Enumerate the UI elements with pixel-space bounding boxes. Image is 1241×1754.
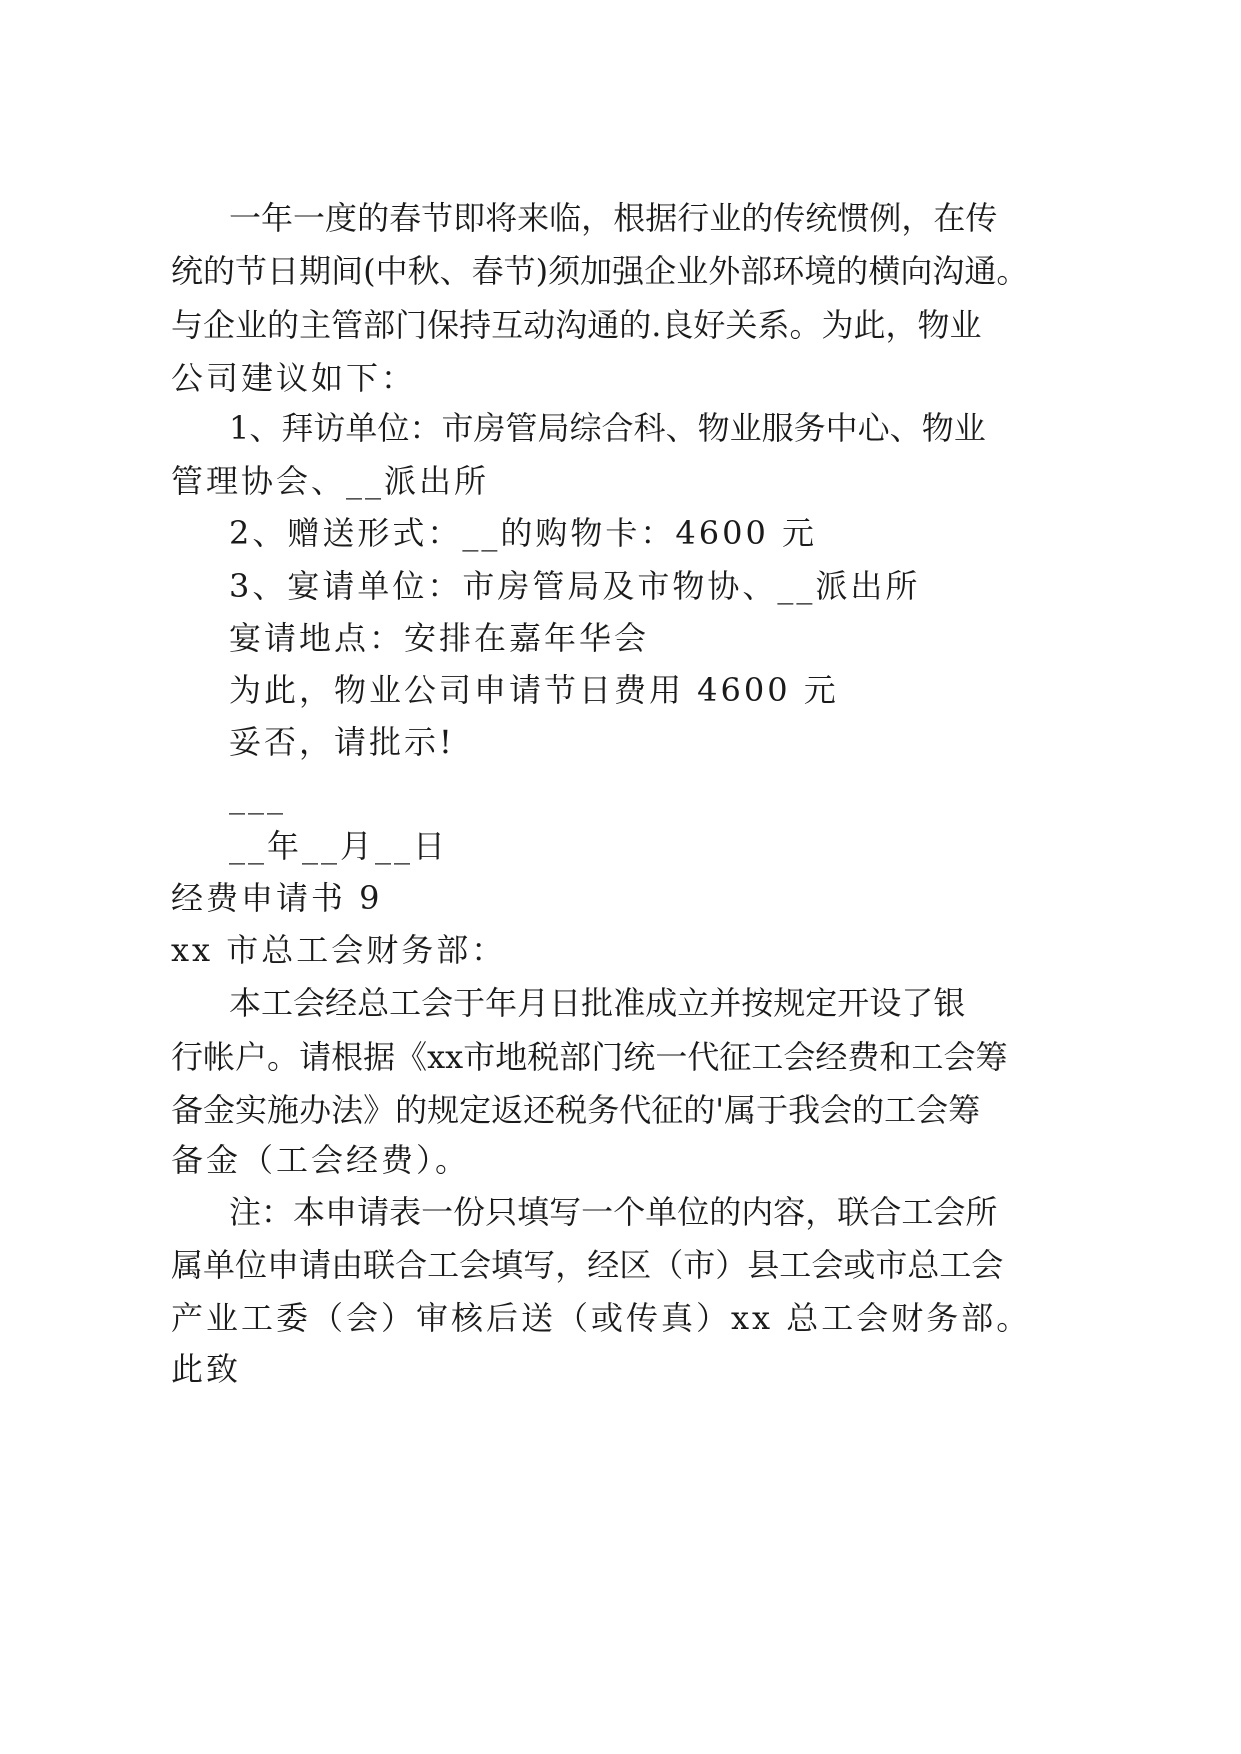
glyph: 例: [869, 199, 902, 237]
glyph: 持: [459, 306, 492, 344]
glyph: ）: [715, 1246, 748, 1284]
glyph: 年: [485, 984, 518, 1022]
glyph: 1: [229, 409, 250, 447]
glyph: 业: [949, 306, 982, 344]
glyph: 业: [676, 252, 709, 290]
glyph: 间: [331, 252, 364, 290]
glyph: 拜: [281, 409, 314, 447]
item1-line1: [229, 408, 986, 448]
glyph: 业: [953, 409, 986, 447]
glyph: 批: [581, 984, 614, 1022]
glyph: 保: [427, 306, 460, 344]
glyph: 部: [363, 306, 396, 344]
glyph: 企: [644, 252, 677, 290]
glyph: 于: [453, 984, 486, 1022]
glyph: 填: [491, 1246, 524, 1284]
glyph: （: [651, 1246, 684, 1284]
glyph: 的: [683, 1091, 716, 1129]
glyph: 心: [857, 409, 890, 447]
glyph: 春: [389, 199, 422, 237]
glyph: 区: [619, 1246, 652, 1284]
glyph: 位: [235, 1246, 268, 1284]
glyph: 所: [965, 1193, 998, 1231]
glyph: 请: [299, 1246, 332, 1284]
paragraph1-line4: 公司建议如下：: [171, 359, 417, 397]
glyph: 准: [613, 984, 646, 1022]
glyph: 会: [459, 1246, 492, 1284]
glyph: 工: [751, 1038, 784, 1076]
glyph: 秋: [407, 252, 440, 290]
glyph: 工: [901, 1193, 934, 1231]
glyph: 期: [299, 252, 332, 290]
glyph: 只: [485, 1193, 518, 1231]
glyph: 位: [377, 409, 410, 447]
glyph: 工: [911, 1038, 944, 1076]
glyph: 本: [229, 984, 262, 1022]
glyph: 办: [299, 1091, 332, 1129]
glyph: ，: [555, 1246, 588, 1284]
glyph: 一: [229, 199, 262, 237]
glyph: 动: [523, 306, 556, 344]
glyph: 会: [811, 1246, 844, 1284]
glyph: 须: [548, 252, 581, 290]
glyph: 备: [171, 1091, 204, 1129]
glyph: 筹: [975, 1038, 1008, 1076]
glyph: 总: [907, 1246, 940, 1284]
paragraph1-line1: [229, 198, 998, 238]
glyph: 征: [719, 1038, 752, 1076]
glyph: ：: [409, 409, 442, 447]
glyph: 节: [503, 252, 536, 290]
glyph: 写: [523, 1246, 556, 1284]
glyph: .: [651, 306, 662, 344]
glyph: 请: [299, 1038, 332, 1076]
glyph: 的: [709, 1193, 742, 1231]
glyph: 务: [587, 1091, 620, 1129]
glyph: 强: [612, 252, 645, 290]
glyph: 外: [708, 252, 741, 290]
glyph: 联: [363, 1246, 396, 1284]
glyph: 县: [747, 1246, 780, 1284]
glyph: 申: [325, 1193, 358, 1231]
glyph: 统: [805, 199, 838, 237]
glyph: 一: [581, 1193, 614, 1231]
glyph: 环: [772, 252, 805, 290]
glyph: 本: [293, 1193, 326, 1231]
glyph: 的: [203, 252, 236, 290]
glyph: ): [535, 252, 549, 290]
glyph: 节: [235, 252, 268, 290]
glyph: 在: [933, 199, 966, 237]
glyph: 会: [421, 984, 454, 1022]
glyph: 临: [549, 199, 582, 237]
glyph: 向: [900, 252, 933, 290]
glyph: 规: [427, 1091, 460, 1129]
glyph: 局: [537, 409, 570, 447]
glyph: 填: [517, 1193, 550, 1231]
glyph: 传: [965, 199, 998, 237]
glyph: 据: [645, 199, 678, 237]
closing: 此致: [171, 1350, 242, 1388]
glyph: 税: [555, 1091, 588, 1129]
glyph: 于: [756, 1091, 789, 1129]
glyph: 企: [203, 306, 236, 344]
glyph: 代: [687, 1038, 720, 1076]
glyph: 房: [473, 409, 506, 447]
glyph: 与: [171, 306, 204, 344]
paragraph1-line3: [171, 305, 982, 345]
glyph: 经: [325, 984, 358, 1022]
glyph: 业: [729, 409, 762, 447]
glyph: 。: [267, 1038, 300, 1076]
glyph: 的: [395, 1091, 428, 1129]
glyph: 的: [741, 199, 774, 237]
glyph: 业: [235, 306, 268, 344]
glyph: 》: [363, 1091, 396, 1129]
glyph: 税: [527, 1038, 560, 1076]
glyph: 属: [724, 1091, 757, 1129]
glyph: 月: [517, 984, 550, 1022]
venue: 宴请地点：安排在嘉年华会: [229, 619, 650, 657]
glyph: 中: [825, 409, 858, 447]
glyph: ': [715, 1091, 725, 1129]
paragraph1-line2: [171, 251, 1029, 291]
glyph: 门: [591, 1038, 624, 1076]
item1-line2: 管理协会、__派出所: [171, 462, 490, 500]
glyph: 成: [645, 984, 678, 1022]
glyph: 。: [996, 252, 1029, 290]
glyph: 科: [633, 409, 666, 447]
glyph: 帐: [203, 1038, 236, 1076]
glyph: 还: [523, 1091, 556, 1129]
glyph: 经: [587, 1246, 620, 1284]
glyph: 工: [427, 1246, 460, 1284]
glyph: 返: [491, 1091, 524, 1129]
glyph: 、: [249, 409, 282, 447]
glyph: 一: [655, 1038, 688, 1076]
glyph: 沟: [555, 306, 588, 344]
glyph: 、: [439, 252, 472, 290]
glyph: 地: [495, 1038, 528, 1076]
paragraph2-line3: [171, 1090, 981, 1130]
glyph: 我: [788, 1091, 821, 1129]
glyph: 属: [171, 1246, 204, 1284]
glyph: 的: [836, 252, 869, 290]
glyph: 通: [964, 252, 997, 290]
glyph: 并: [709, 984, 742, 1022]
glyph: ，: [581, 199, 614, 237]
glyph: 合: [869, 1193, 902, 1231]
glyph: 征: [651, 1091, 684, 1129]
glyph: 此: [853, 306, 886, 344]
glyph: 年: [261, 199, 294, 237]
glyph: 立: [677, 984, 710, 1022]
glyph: 个: [613, 1193, 646, 1231]
glyph: 按: [741, 984, 774, 1022]
glyph: 《: [395, 1038, 428, 1076]
date-line: __年__月__日: [229, 827, 449, 865]
glyph: 法: [331, 1091, 364, 1129]
glyph: 会: [820, 1091, 853, 1129]
glyph: 一: [293, 199, 326, 237]
glyph: 访: [313, 409, 346, 447]
glyph: 或: [843, 1246, 876, 1284]
glyph: 会: [971, 1246, 1004, 1284]
glyph: 和: [879, 1038, 912, 1076]
glyph: 为: [821, 306, 854, 344]
note-line1: [229, 1192, 998, 1232]
glyph: 根: [331, 1038, 364, 1076]
glyph: 由: [331, 1246, 364, 1284]
glyph: 服: [761, 409, 794, 447]
glyph: 份: [453, 1193, 486, 1231]
glyph: 沟: [932, 252, 965, 290]
item3: 3、宴请单位：市房管局及市物协、__派出所: [229, 567, 921, 605]
glyph: 费: [847, 1038, 880, 1076]
glyph: 经: [815, 1038, 848, 1076]
paragraph2-line2: [171, 1037, 1008, 1077]
glyph: 工: [939, 1246, 972, 1284]
glyph: 传: [773, 199, 806, 237]
glyph: 市: [441, 409, 474, 447]
glyph: 据: [363, 1038, 396, 1076]
glyph: 写: [549, 1193, 582, 1231]
glyph: 规: [773, 984, 806, 1022]
glyph: 的: [619, 306, 652, 344]
glyph: 会: [933, 1193, 966, 1231]
glyph: 的: [267, 306, 300, 344]
glyph: 会: [916, 1091, 949, 1129]
glyph: ，: [805, 1193, 838, 1231]
glyph: 合: [601, 409, 634, 447]
glyph: 筹: [948, 1091, 981, 1129]
glyph: 行: [171, 1038, 204, 1076]
glyph: ，: [901, 199, 934, 237]
glyph: 即: [453, 199, 486, 237]
glyph: ：: [261, 1193, 294, 1231]
glyph: 工: [884, 1091, 917, 1129]
glyph: 门: [395, 306, 428, 344]
paragraph2-line1: [229, 983, 966, 1023]
glyph: 开: [837, 984, 870, 1022]
glyph: 工: [389, 984, 422, 1022]
glyph: 综: [569, 409, 602, 447]
glyph: 申: [267, 1246, 300, 1284]
glyph: 总: [357, 984, 390, 1022]
note-line2: [171, 1245, 1004, 1285]
glyph: 互: [491, 306, 524, 344]
paragraph2-line4: 备金（工会经费）。: [171, 1141, 471, 1179]
glyph: 户: [235, 1038, 268, 1076]
glyph: (: [363, 252, 376, 290]
glyph: 度: [325, 199, 358, 237]
glyph: 工: [261, 984, 294, 1022]
glyph: 单: [345, 409, 378, 447]
glyph: ，: [885, 306, 918, 344]
glyph: 会: [293, 984, 326, 1022]
glyph: 市: [463, 1038, 496, 1076]
glyph: 市: [683, 1246, 716, 1284]
glyph: 银: [933, 984, 966, 1022]
glyph: 通: [587, 306, 620, 344]
glyph: 关: [725, 306, 758, 344]
glyph: 单: [645, 1193, 678, 1231]
glyph: 合: [395, 1246, 428, 1284]
glyph: 好: [693, 306, 726, 344]
glyph: 定: [805, 984, 838, 1022]
glyph: 会: [783, 1038, 816, 1076]
glyph: 横: [868, 252, 901, 290]
glyph: 系: [757, 306, 790, 344]
glyph: xx: [427, 1038, 464, 1076]
section-heading: 经费申请书 9: [171, 879, 383, 917]
glyph: 容: [773, 1193, 806, 1231]
glyph: 统: [171, 252, 204, 290]
item2: 2、赠送形式：__的购物卡：4600 元: [229, 514, 817, 552]
glyph: 单: [203, 1246, 236, 1284]
glyph: 来: [517, 199, 550, 237]
glyph: 统: [623, 1038, 656, 1076]
glyph: 行: [677, 199, 710, 237]
glyph: 物: [697, 409, 730, 447]
approval: 妥否，请批示!: [229, 723, 455, 761]
glyph: 注: [229, 1193, 262, 1231]
glyph: 良: [661, 306, 694, 344]
glyph: 节: [421, 199, 454, 237]
glyph: 请: [357, 1193, 390, 1231]
glyph: 加: [580, 252, 613, 290]
glyph: 。: [789, 306, 822, 344]
glyph: 务: [793, 409, 826, 447]
note-line3: 产业工委（会）审核后送（或传真）xx 总工会财务部。: [171, 1299, 1032, 1337]
glyph: 设: [869, 984, 902, 1022]
glyph: 联: [837, 1193, 870, 1231]
glyph: 管: [505, 409, 538, 447]
glyph: 根: [613, 199, 646, 237]
glyph: 日: [549, 984, 582, 1022]
glyph: 、: [889, 409, 922, 447]
glyph: 金: [203, 1091, 236, 1129]
glyph: 会: [943, 1038, 976, 1076]
glyph: 部: [740, 252, 773, 290]
request: 为此，物业公司申请节日费用 4600 元: [229, 671, 839, 709]
glyph: 部: [559, 1038, 592, 1076]
glyph: 实: [235, 1091, 268, 1129]
glyph: 物: [921, 409, 954, 447]
glyph: 主: [299, 306, 332, 344]
glyph: 日: [267, 252, 300, 290]
glyph: 的: [852, 1091, 885, 1129]
glyph: 管: [331, 306, 364, 344]
glyph: 施: [267, 1091, 300, 1129]
glyph: 、: [665, 409, 698, 447]
glyph: 惯: [837, 199, 870, 237]
glyph: 将: [485, 199, 518, 237]
glyph: 定: [459, 1091, 492, 1129]
addressee: xx 市总工会财务部：: [171, 931, 507, 969]
glyph: 代: [619, 1091, 652, 1129]
glyph: 春: [471, 252, 504, 290]
glyph: 工: [779, 1246, 812, 1284]
glyph: 市: [875, 1246, 908, 1284]
glyph: 物: [917, 306, 950, 344]
glyph: 境: [804, 252, 837, 290]
signature-blank: ___: [229, 777, 286, 815]
glyph: 的: [357, 199, 390, 237]
glyph: 表: [389, 1193, 422, 1231]
glyph: 了: [901, 984, 934, 1022]
glyph: 内: [741, 1193, 774, 1231]
glyph: 业: [709, 199, 742, 237]
glyph: 位: [677, 1193, 710, 1231]
glyph: 一: [421, 1193, 454, 1231]
glyph: 中: [375, 252, 408, 290]
